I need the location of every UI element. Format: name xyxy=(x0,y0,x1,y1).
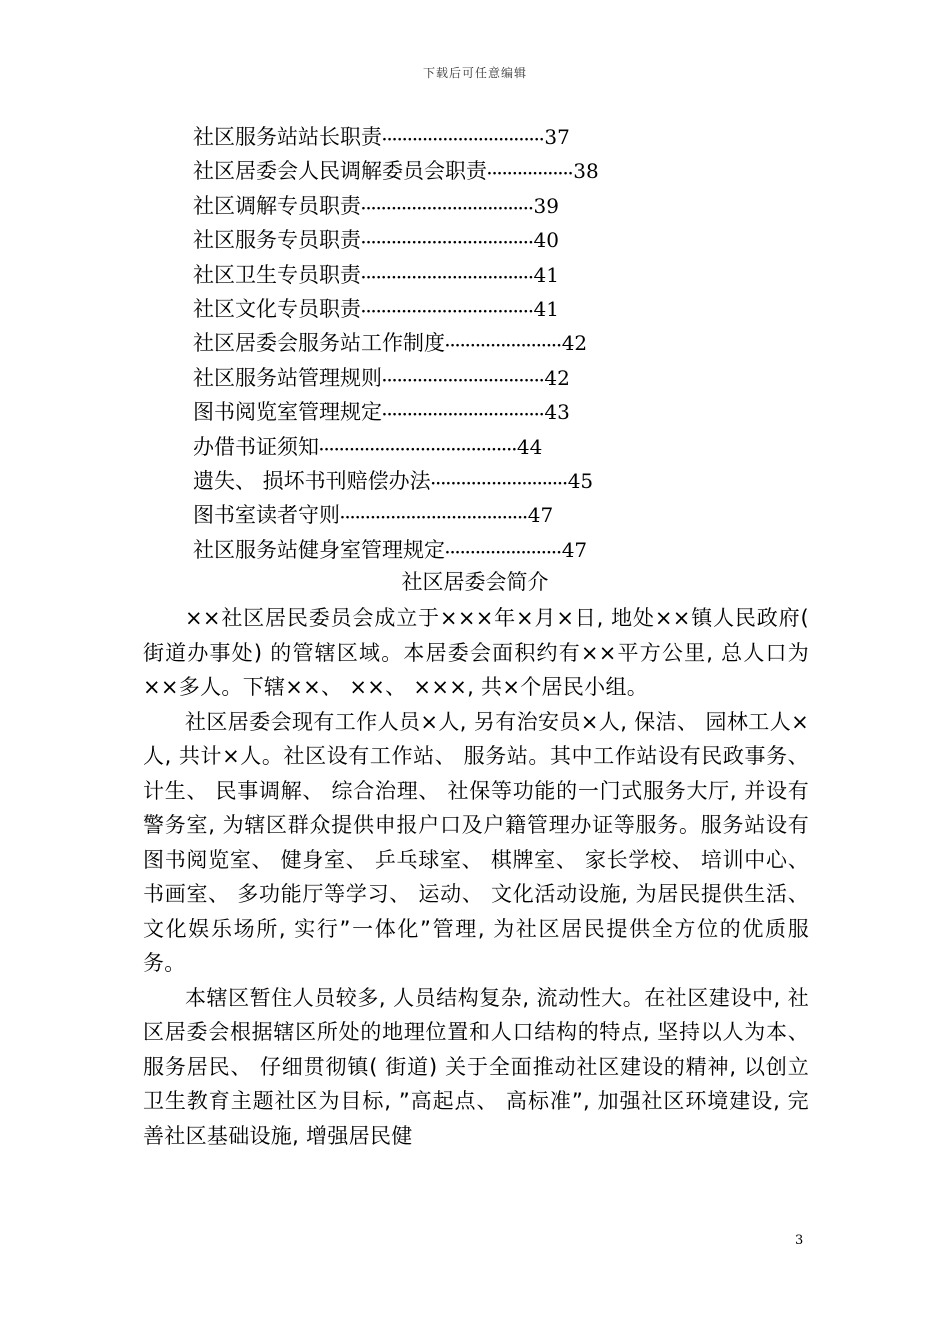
toc-entry-title: 图书室读者守则 xyxy=(193,503,340,528)
toc-entry-title: 社区服务站站长职责 xyxy=(193,125,382,149)
toc-page-number: 42 xyxy=(561,331,588,356)
toc-entry-title: 社区卫生专员职责 xyxy=(193,262,361,287)
toc-entry-title: 社区居委会人民调解委员会职责 xyxy=(193,159,487,184)
toc-leader-dots: ················· xyxy=(487,166,574,183)
table-of-contents xyxy=(193,120,753,567)
body-paragraph: 社区居委会现有工作人员×人, 另有治安员×人, 保洁、 园林工人×人, 共计×人。社区设有工作站、 服务站。其中工作站设有民政事务、 计生、 民事调解、 综合治理、 社保等功能的一门式服务大厅, 并设有警务室, 为辖区群众提供申报户口及户籍管理办证等服务。服务站设有图书阅览室、 健身室、 乒乓球室、 棋牌室、 家长学校、 培训中心、 书画室、 多功能厅等学习、 运动、 文化活动设施, 为居民提供生活、 文化娱乐场所, 实行”一体化”管理, 为社区居民提供全方位的优质服务。 xyxy=(143,709,809,975)
toc-leader-dots: ······················· xyxy=(445,338,562,355)
page-header: 下载后可任意编辑 xyxy=(422,66,527,80)
toc-page-number: 43 xyxy=(544,400,570,425)
toc-entry-title: 图书阅览室管理规定 xyxy=(193,400,382,425)
toc-entry xyxy=(193,395,753,429)
page-number: 3 xyxy=(795,1233,804,1248)
toc-page-number: 45 xyxy=(567,468,594,493)
toc-leader-dots: ·································· xyxy=(361,303,534,320)
toc-leader-dots: ····································· xyxy=(340,510,528,527)
toc-entry-title: 社区调解专员职责 xyxy=(193,193,361,218)
toc-entry xyxy=(193,258,753,292)
body-text xyxy=(143,601,809,1153)
toc-entry-title: 社区居委会服务站工作制度 xyxy=(193,331,445,356)
toc-page-number: 42 xyxy=(544,365,570,390)
toc-page-number: 47 xyxy=(561,537,588,562)
toc-entry-title: 社区服务专员职责 xyxy=(193,228,361,253)
toc-entry xyxy=(193,154,753,188)
toc-page-number: 47 xyxy=(527,503,554,528)
toc-entry-title: 办借书证须知 xyxy=(193,434,319,459)
toc-entry-title: 遗失、 损坏书刊赔偿办法 xyxy=(193,468,431,493)
section-title: 社区居委会简介 xyxy=(401,570,549,594)
toc-leader-dots: ······················· xyxy=(445,544,562,561)
toc-entry xyxy=(193,292,753,326)
toc-leader-dots: ·································· xyxy=(361,200,534,217)
toc-entry xyxy=(193,361,753,395)
toc-page-number: 39 xyxy=(533,193,559,218)
toc-entry-title: 社区服务站健身室管理规定 xyxy=(193,537,445,562)
body-paragraph: ××社区居民委员会成立于×××年×月×日, 地处××镇人民政府( 街道办事处) 的管辖区域。本居委会面积约有××平方公里, 总人口为××多人。下辖××、 ××、 ×××, 共×个居民小组。 xyxy=(143,606,809,699)
toc-page-number: 44 xyxy=(516,434,543,459)
toc-page-number: 41 xyxy=(533,262,559,287)
body-paragraph: 本辖区暂住人员较多, 人员结构复杂, 流动性大。在社区建设中, 社区居委会根据辖区所处的地理位置和人口结构的特点, 坚持以人为本、 服务居民、 仔细贯彻镇( 街道) 关于全面推动社区建设的精神, 以创立卫生教育主题社区为目标, ”高起点、 高标准”, 加强社区环境建设, 完善社区基础设施, 增强居民健 xyxy=(143,985,809,1148)
toc-entry xyxy=(193,120,753,154)
toc-entry xyxy=(193,326,753,360)
toc-leader-dots: ·································· xyxy=(361,235,534,252)
toc-leader-dots: ································ xyxy=(382,132,545,148)
toc-entry xyxy=(193,464,753,498)
toc-leader-dots: ······································· xyxy=(319,441,517,458)
toc-entry xyxy=(193,189,753,223)
toc-entry xyxy=(193,498,753,532)
toc-page-number: 38 xyxy=(573,159,599,184)
toc-leader-dots: ································ xyxy=(382,407,545,424)
toc-leader-dots: ·································· xyxy=(361,269,534,286)
toc-entry xyxy=(193,223,753,257)
toc-page-number: 40 xyxy=(533,228,559,253)
toc-page-number: 41 xyxy=(533,296,559,321)
toc-entry xyxy=(193,533,753,567)
toc-leader-dots: ································ xyxy=(382,372,545,389)
toc-entry xyxy=(193,430,753,464)
toc-page-number: 37 xyxy=(544,125,570,149)
toc-leader-dots: ··························· xyxy=(430,475,568,492)
toc-entry-title: 社区文化专员职责 xyxy=(193,296,361,321)
toc-entry-title: 社区服务站管理规则 xyxy=(193,365,382,390)
